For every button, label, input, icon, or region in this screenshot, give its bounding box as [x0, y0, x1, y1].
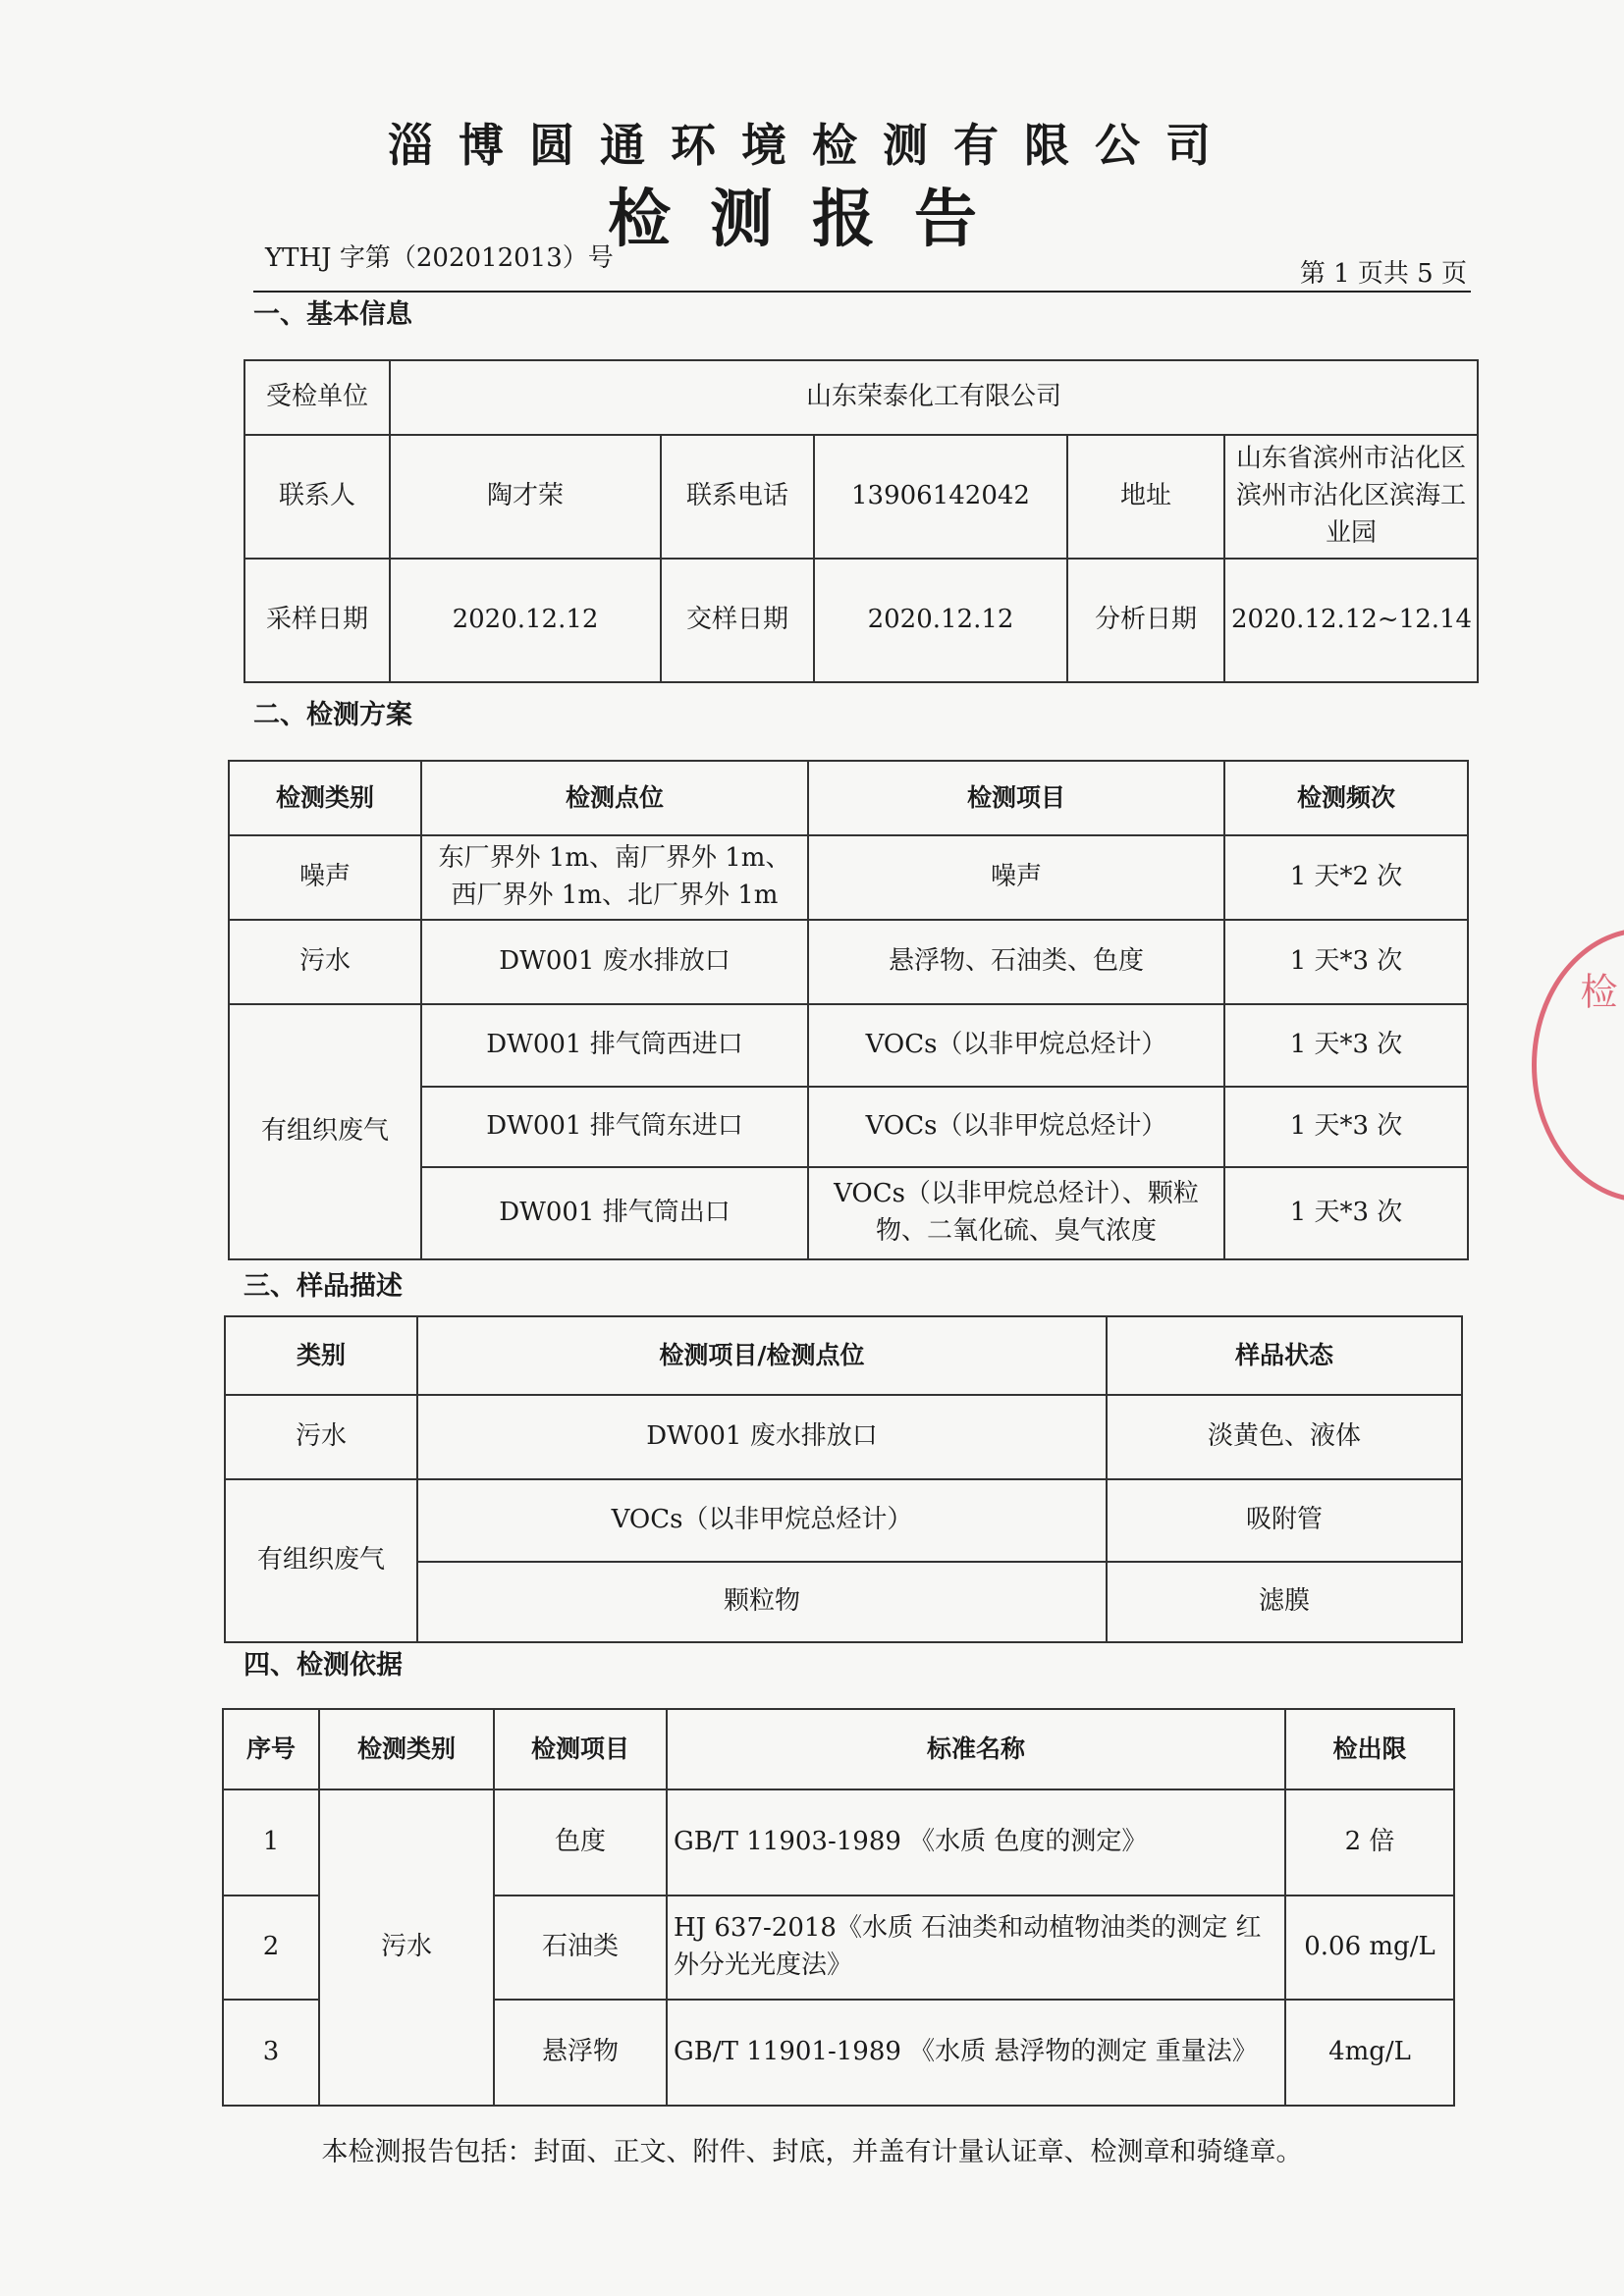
delivery-date-value: 2020.12.12 [814, 559, 1067, 682]
plan-header-item: 检测项目 [808, 761, 1224, 835]
basis-header-no: 序号 [223, 1709, 319, 1789]
plan-frequency: 1 天*3 次 [1224, 1167, 1468, 1259]
seal-text: 检 [1574, 972, 1617, 1023]
plan-header-category: 检测类别 [229, 761, 421, 835]
page-info: 第 1 页共 5 页 [1299, 259, 1467, 289]
section-basis-title: 四、检测依据 [244, 1650, 403, 1681]
basis-category: 污水 [319, 1789, 494, 2106]
company-name: 淄博圆通环境检测有限公司 [388, 119, 1236, 172]
samples-table [224, 1315, 1463, 1643]
basis-header-standard: 标准名称 [667, 1709, 1285, 1789]
plan-item: VOCs（以非甲烷总烃计）、颗粒物、二氧化硫、臭气浓度 [808, 1167, 1224, 1259]
basis-header-item: 检测项目 [494, 1709, 667, 1789]
address-label: 地址 [1067, 435, 1224, 559]
samples-header-category: 类别 [225, 1316, 417, 1395]
basis-header-category: 检测类别 [319, 1709, 494, 1789]
basis-item: 色度 [494, 1789, 667, 1896]
contact-label: 联系人 [244, 435, 390, 559]
sample-category: 有组织废气 [225, 1479, 417, 1642]
sample-category: 污水 [225, 1395, 417, 1479]
plan-header-point: 检测点位 [421, 761, 808, 835]
plan-category: 噪声 [229, 835, 421, 920]
basis-no: 3 [223, 2000, 319, 2106]
client-value: 山东荣泰化工有限公司 [390, 360, 1478, 435]
basic-info-table [244, 359, 1479, 683]
samples-header-item: 检测项目/检测点位 [417, 1316, 1107, 1395]
plan-category: 有组织废气 [229, 1004, 421, 1259]
table-row [229, 1004, 1468, 1087]
basis-item: 悬浮物 [494, 2000, 667, 2106]
phone-label: 联系电话 [661, 435, 814, 559]
section-plan-title: 二、检测方案 [253, 700, 412, 730]
basis-header-limit: 检出限 [1285, 1709, 1454, 1789]
header-divider [253, 291, 1471, 293]
basis-item: 石油类 [494, 1896, 667, 2000]
section-samples-title: 三、样品描述 [244, 1271, 403, 1302]
inspection-seal [1532, 928, 1624, 1202]
footer-note: 本检测报告包括：封面、正文、附件、封底，并盖有计量认证章、检测章和骑缝章。 [321, 2137, 1303, 2167]
table-row [223, 1789, 1454, 1896]
basis-limit: 0.06 mg/L [1285, 1896, 1454, 2000]
basis-limit: 4mg/L [1285, 2000, 1454, 2106]
sampling-date-value: 2020.12.12 [390, 559, 661, 682]
address-value: 山东省滨州市沾化区滨州市沾化区滨海工业园 [1224, 435, 1478, 559]
contact-value: 陶才荣 [390, 435, 661, 559]
plan-item: VOCs（以非甲烷总烃计） [808, 1087, 1224, 1167]
client-label: 受检单位 [244, 360, 390, 435]
plan-point: DW001 排气筒西进口 [421, 1004, 808, 1087]
plan-category: 污水 [229, 920, 421, 1004]
table-row [229, 920, 1468, 1004]
analysis-date-label: 分析日期 [1067, 559, 1224, 682]
plan-item: 悬浮物、石油类、色度 [808, 920, 1224, 1004]
basis-no: 2 [223, 1896, 319, 2000]
plan-item: 噪声 [808, 835, 1224, 920]
document-number: YTHJ 字第（202012013）号 [265, 243, 614, 273]
plan-header-frequency: 检测频次 [1224, 761, 1468, 835]
plan-frequency: 1 天*3 次 [1224, 920, 1468, 1004]
plan-table [228, 760, 1469, 1260]
sampling-date-label: 采样日期 [244, 559, 390, 682]
sample-item: DW001 废水排放口 [417, 1395, 1107, 1479]
basis-standard: GB/T 11903-1989 《水质 色度的测定》 [667, 1789, 1285, 1896]
delivery-date-label: 交样日期 [661, 559, 814, 682]
plan-point: DW001 排气筒东进口 [421, 1087, 808, 1167]
plan-frequency: 1 天*2 次 [1224, 835, 1468, 920]
table-row [225, 1479, 1462, 1562]
table-row [225, 1395, 1462, 1479]
phone-value: 13906142042 [814, 435, 1067, 559]
sample-state: 滤膜 [1107, 1562, 1462, 1642]
table-row [229, 835, 1468, 920]
basis-table [222, 1708, 1455, 2107]
plan-item: VOCs（以非甲烷总烃计） [808, 1004, 1224, 1087]
basis-limit: 2 倍 [1285, 1789, 1454, 1896]
sample-item: 颗粒物 [417, 1562, 1107, 1642]
sample-item: VOCs（以非甲烷总烃计） [417, 1479, 1107, 1562]
sample-state: 淡黄色、液体 [1107, 1395, 1462, 1479]
report-title: 检测报告 [608, 184, 1016, 256]
sample-state: 吸附管 [1107, 1479, 1462, 1562]
basis-standard: HJ 637-2018《水质 石油类和动植物油类的测定 红外分光光度法》 [667, 1896, 1285, 2000]
samples-header-state: 样品状态 [1107, 1316, 1462, 1395]
basis-standard: GB/T 11901-1989 《水质 悬浮物的测定 重量法》 [667, 2000, 1285, 2106]
plan-frequency: 1 天*3 次 [1224, 1004, 1468, 1087]
analysis-date-value: 2020.12.12~12.14 [1224, 559, 1478, 682]
basis-no: 1 [223, 1789, 319, 1896]
plan-point: DW001 废水排放口 [421, 920, 808, 1004]
plan-point: 东厂界外 1m、南厂界外 1m、西厂界外 1m、北厂界外 1m [421, 835, 808, 920]
plan-point: DW001 排气筒出口 [421, 1167, 808, 1259]
plan-frequency: 1 天*3 次 [1224, 1087, 1468, 1167]
section-basic-info-title: 一、基本信息 [253, 299, 412, 330]
